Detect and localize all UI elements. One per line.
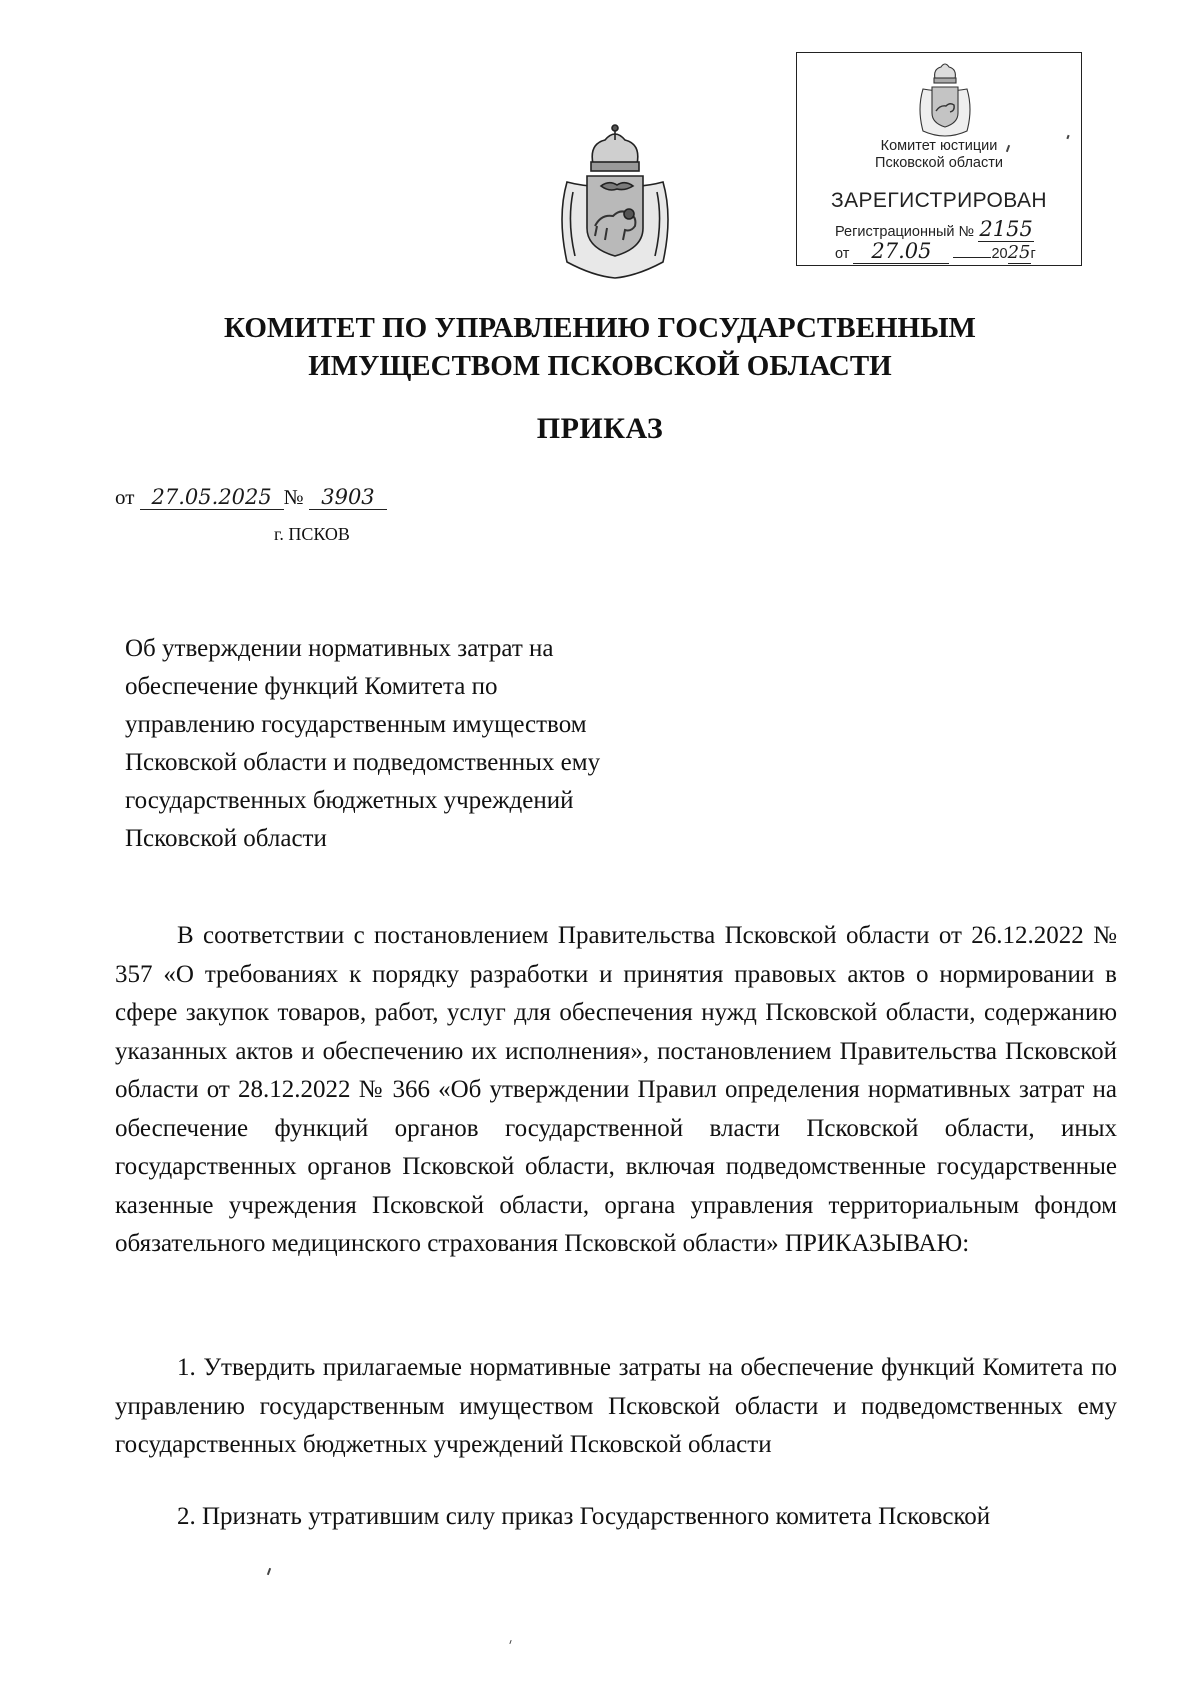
order-date-number-row bbox=[115, 485, 387, 510]
subject-line: государственных бюджетных учреждений bbox=[125, 787, 574, 814]
stamp-year-suffix: 25 bbox=[1007, 242, 1031, 263]
stamp-reg-number: 2155 bbox=[979, 217, 1033, 241]
clause-1-paragraph: 1. Утвердить прилагаемые нормативные затраты на обеспечение функций Комитета по управлению государственным имуществом Псковской области и подведомственных ему государственных бюджетных учреждений Псковской области bbox=[115, 1354, 1117, 1458]
pskov-region-coat-of-arms-icon bbox=[915, 59, 975, 141]
stamp-date-value: 27.05 bbox=[853, 239, 949, 264]
subject-line: обеспечение функций Комитета по bbox=[125, 673, 498, 700]
stamp-status: ЗАРЕГИСТРИРОВАН bbox=[831, 189, 1047, 212]
stamp-org-line-2: Псковской области bbox=[875, 155, 1003, 171]
clause-2-paragraph: 2. Признать утратившим силу приказ Государственного комитета Псковской bbox=[177, 1503, 991, 1530]
stamp-year-unit: г bbox=[1030, 246, 1036, 262]
preamble-paragraph: В соответствии с постановлением Правительства Псковской области от 26.12.2022 № 357 «О требованиях к порядку разработки и принятия правовых актов о нормировании в сфере закупок товаров, работ, услуг для обеспечения нужд Псковской области, содержанию указанных актов и обеспечению их исполнения», постановлением Правительства Псковской области от 28.12.2022 № 366 «Об утверждении Правил определения нормативных затрат на обеспечение функций органов государственной власти Псковской области, иных государственных органов Псковской области, включая подведомственные государственные казенные учреждения Псковской области, органа управления территориальным фондом обязательного медицинского страхования Псковской области» ПРИКАЗЫВАЮ: bbox=[115, 922, 1117, 1257]
stamp-date-row bbox=[835, 239, 1036, 264]
order-number: 3903 bbox=[309, 485, 387, 510]
committee-name-line-2: ИМУЩЕСТВОМ ПСКОВСКОЙ ОБЛАСТИ bbox=[308, 350, 892, 382]
committee-name-line-1: КОМИТЕТ ПО УПРАВЛЕНИЮ ГОСУДАРСТВЕННЫМ bbox=[224, 312, 976, 344]
stamp-reg-label: Регистрационный № bbox=[835, 224, 975, 240]
order-date-label: от bbox=[115, 485, 135, 509]
order-date: 27.05.2025 bbox=[140, 485, 284, 510]
stamp-org-line-1: Комитет юстиции bbox=[880, 138, 998, 154]
stamp-date-label: от bbox=[835, 246, 850, 262]
subject-line: Об утверждении нормативных затрат на bbox=[125, 635, 554, 662]
stamp-year-prefix: 20 bbox=[991, 246, 1008, 262]
subject-line: Псковской области и подведомственных ему bbox=[125, 749, 601, 776]
order-subject bbox=[125, 630, 745, 858]
order-number-label: № bbox=[283, 485, 304, 509]
registration-stamp bbox=[796, 52, 1082, 266]
subject-line: Псковской области bbox=[125, 825, 327, 852]
pskov-region-coat-of-arms-icon bbox=[553, 122, 677, 282]
city-label: г. ПСКОВ bbox=[274, 524, 350, 544]
subject-line: управлению государственным имуществом bbox=[125, 711, 587, 738]
document-type-title: ПРИКАЗ bbox=[536, 412, 664, 445]
coat-of-arms-emblem bbox=[553, 122, 677, 282]
